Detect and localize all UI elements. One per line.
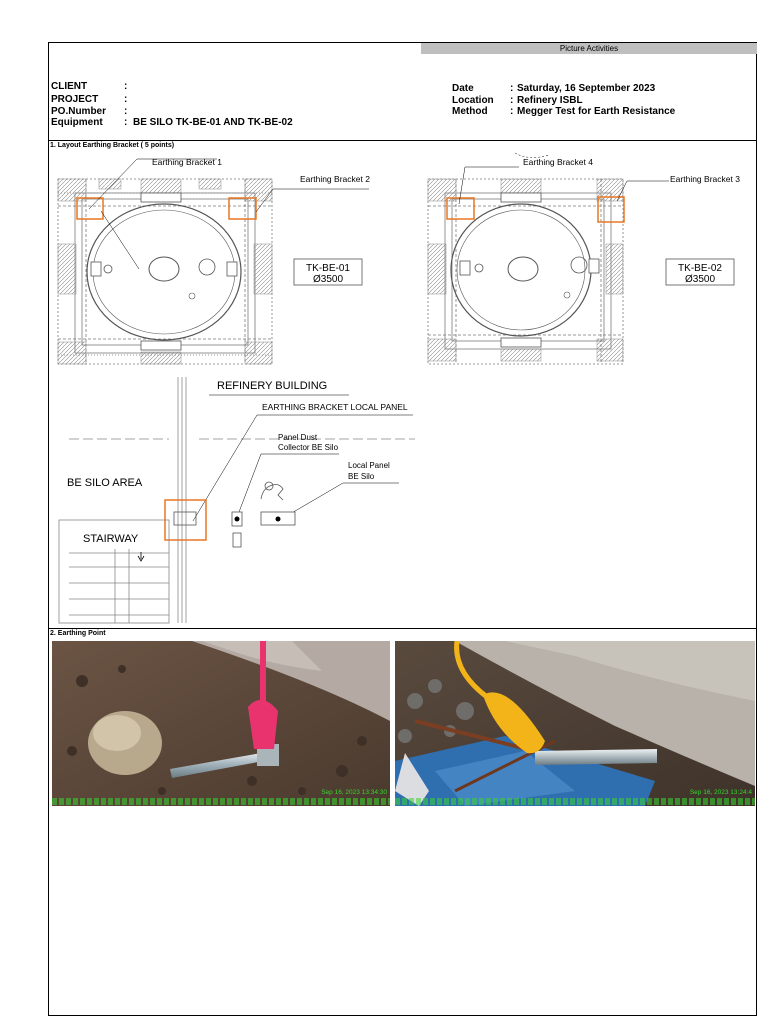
tank2-tag: [666, 259, 734, 285]
photo2-timestamp: Sep 16, 2023 13:24:4: [689, 789, 752, 796]
plan-local-panel-label: EARTHING BRACKET LOCAL PANEL: [262, 402, 408, 412]
plan-area-label: BE SILO AREA: [67, 477, 143, 489]
plan-building-walls: [69, 377, 415, 623]
location-label: Location: [452, 95, 494, 106]
photo1-location-stamp: [52, 798, 390, 805]
report-sheet: [48, 42, 757, 1016]
equipment-value: BE SILO TK-BE-01 AND TK-BE-02: [133, 117, 293, 128]
site-plan: [59, 377, 415, 623]
tank1-bracket-1-label: Earthing Bracket 1: [152, 157, 222, 167]
tank1-frame: [58, 179, 272, 364]
tank2-tag-name: TK-BE-02: [678, 263, 722, 274]
client-label: CLIENT: [51, 81, 88, 92]
tank1-bracket-2-label: Earthing Bracket 2: [300, 174, 370, 184]
earthing-photo-1-scene: [52, 641, 390, 806]
date-colon: :: [510, 83, 514, 94]
client-colon: :: [124, 81, 128, 92]
photo2-location-stamp: [395, 798, 755, 805]
tank1-drawing: [58, 157, 370, 364]
plan-dust-collector-line2: Collector BE Silo: [278, 443, 339, 452]
po-number-colon: :: [124, 106, 128, 117]
date-label: Date: [452, 83, 474, 94]
method-label: Method: [452, 106, 488, 117]
project-label: PROJECT: [51, 94, 99, 105]
earthing-photo-2-scene: [395, 641, 755, 806]
plan-leaders: [193, 415, 343, 521]
tank2-bracket-4-label: Earthing Bracket 4: [523, 157, 593, 167]
photo1-timestamp: Sep 16, 2023 13:34:30: [321, 789, 387, 796]
earthing-photo-1: [52, 641, 390, 806]
section1-divider: [49, 628, 756, 629]
equipment-label: Equipment: [51, 117, 103, 128]
po-number-label: PO.Number: [51, 106, 107, 117]
tank2-silo: [451, 193, 599, 347]
tank2-drawing: [428, 153, 740, 364]
plan-stairway-label: STAIRWAY: [83, 533, 139, 545]
plan-local-panel-silo: [261, 512, 295, 525]
plan-building-label: REFINERY BUILDING: [217, 380, 328, 392]
plan-local-panel-silo-line2: BE Silo: [348, 472, 375, 481]
plan-local-panel-box: [174, 512, 196, 525]
equipment-colon: :: [124, 117, 128, 128]
plan-earthing-bracket-highlight: [165, 500, 206, 540]
tank2-tag-size: Ø3500: [684, 274, 716, 285]
earthing-photo-2: [395, 641, 755, 806]
method-colon: :: [510, 106, 514, 117]
location-colon: :: [510, 95, 514, 106]
project-colon: :: [124, 94, 128, 105]
section1-drawings: [49, 149, 756, 627]
section1-title: 1. Layout Earthing Bracket ( 5 points): [50, 142, 175, 149]
date-value: Saturday, 16 September 2023: [517, 83, 656, 94]
tank1-tag: [294, 259, 362, 285]
tank1-tag-size: Ø3500: [312, 274, 344, 285]
report-banner: Picture Activities: [421, 43, 757, 54]
location-value: Refinery ISBL: [517, 95, 583, 106]
plan-dust-collector-line1: Panel Dust: [278, 433, 318, 442]
tank2-bracket-3-label: Earthing Bracket 3: [670, 174, 740, 184]
plan-local-panel-silo-line1: Local Panel: [348, 461, 390, 470]
method-value: Megger Test for Earth Resistance: [517, 106, 676, 117]
tank1-hatching: [58, 179, 272, 364]
section2-title: 2. Earthing Point: [50, 630, 106, 637]
tank1-silo: [87, 193, 241, 350]
tank1-tag-name: TK-BE-01: [306, 263, 350, 274]
